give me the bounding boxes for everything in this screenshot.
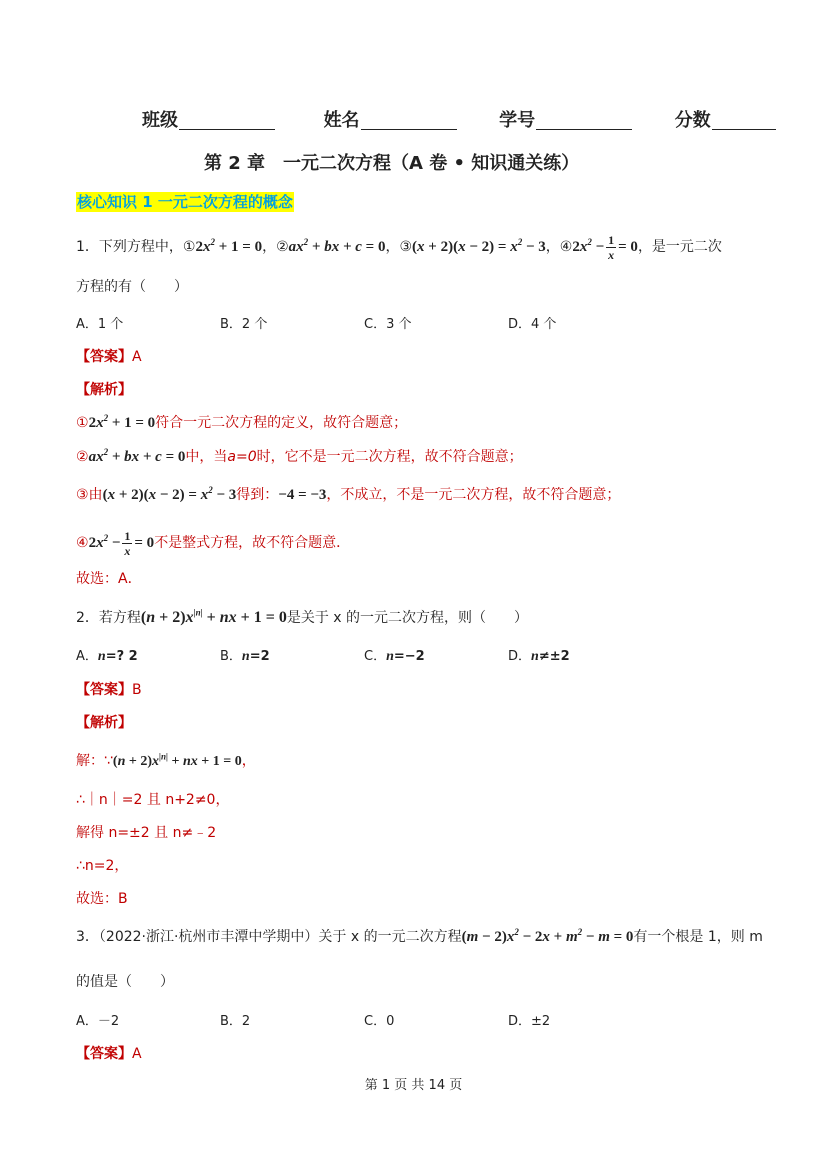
- q3-option-a[interactable]: A．－2: [76, 1014, 120, 1029]
- q1-eq2: $ax^2$ + bx + c = 0: [288, 236, 386, 255]
- q2-option-a[interactable]: A．n=? 2: [76, 649, 138, 664]
- name-blank[interactable]: [361, 113, 457, 130]
- class-label: 班级: [142, 110, 178, 131]
- score-blank[interactable]: [712, 113, 776, 130]
- q1-option-b[interactable]: B．2 个: [220, 317, 268, 332]
- q1-analysis-1: $①2x^2 + 1 = 0$符合一元二次方程的定义，故符合题意；: [76, 413, 408, 431]
- q2-choice: 故选：B: [76, 891, 128, 907]
- q1-option-d[interactable]: D．4 个: [508, 317, 557, 332]
- page-footer: 第 1 页 共 14 页: [364, 1078, 463, 1093]
- q2-option-d[interactable]: D．n≠±2: [508, 649, 570, 664]
- q2-eq: $(n + 2)x^{|n|}$ + nx + 1 = 0: [140, 607, 287, 626]
- q1-answer: 【答案】A: [76, 349, 142, 365]
- question-1-line1: 1．下列方程中，$①2x^2 + 1 = 0$，$②ax^2$ + bx + c = 0，③(x + $2)(x - 2) = x^2 - 3$，$④2x^2$ − $\frac{1}{x}$ = 0，是一元二次: [76, 233, 722, 262]
- q2-answer: 【答案】B: [76, 682, 142, 698]
- knowledge-point-label: 核心知识 1 一元二次方程的概念: [77, 193, 293, 211]
- q1-eq4: $2x^2$ − $\frac{1}{x}$ = 0: [572, 233, 638, 262]
- q1-eq3: $(x + 2)(x - 2) = x^2 - 3$: [412, 236, 546, 255]
- question-2: 2．若方程$(n + 2)x^{|n|}$ + nx + 1 = 0是关于 x 的一元二次方程，则（ ）: [76, 607, 529, 626]
- q1-analysis-3: ③由$(x + 2)(x - 2) = x^2 - 3$得到：−4 = −3，不成立，不是一元二次方程，故不符合题意；: [76, 485, 621, 503]
- q1-analysis-tag: 【解析】: [76, 382, 132, 398]
- q3-option-b[interactable]: B．2: [220, 1014, 251, 1029]
- q2-step-1: 解：∵(n + $2)x^{|n|}$ + nx + 1 = 0，: [76, 751, 256, 769]
- q1-tail: ，是一元二次: [637, 238, 722, 255]
- q2-analysis-tag: 【解析】: [76, 715, 132, 731]
- id-blank[interactable]: [536, 113, 632, 130]
- question-3-line1: 3．（2022·浙江·杭州市丰潭中学期中）关于 x 的一元二次方程$(m - 2)x^2 - 2x + m^2 - m = 0$有一个根是 1，则 m: [76, 927, 763, 945]
- q3-option-d[interactable]: D．±2: [508, 1014, 551, 1029]
- q1-option-c[interactable]: C．3 个: [364, 317, 412, 332]
- q1-option-a[interactable]: A．1 个: [76, 317, 124, 332]
- q2-step-3: 解得 n=±2 且 n≠﹣2: [76, 825, 217, 841]
- header-fields: [142, 112, 776, 130]
- q3-option-c[interactable]: C．0: [364, 1014, 395, 1029]
- q3-answer: 【答案】A: [76, 1046, 142, 1062]
- name-label: 姓名: [323, 110, 360, 131]
- q1-analysis-2: $②ax^2$ + bx + c = 0中，当a=0时，它不是一元二次方程，故不符合题意；: [76, 447, 523, 465]
- q2-option-c[interactable]: C．n=−2: [364, 649, 425, 664]
- q1-choice: 故选：A．: [76, 571, 142, 587]
- q2-step-2: ∴｜n｜=2 且 n+2≠0，: [76, 792, 230, 808]
- question-3-line2: 的值是（ ）: [76, 974, 174, 990]
- page-title: 第 2 章 一元二次方程（A 卷 • 知识通关练）: [204, 153, 580, 174]
- q1-analysis-4: $④2x^2$ − $\frac{1}{x}$ = 0不是整式方程，故不符合题意．: [76, 529, 351, 558]
- question-1-line2: 方程的有（ ）: [76, 279, 188, 295]
- knowledge-point-heading: [76, 195, 294, 210]
- q2-option-b[interactable]: B．n=2: [220, 649, 270, 664]
- class-blank[interactable]: [179, 113, 275, 130]
- q1-eq1: $2x^2 + 1 = 0$: [195, 236, 263, 255]
- q2-step-4: ∴n=2，: [76, 858, 129, 874]
- q3-eq: $(m - 2)x^2 - 2x + m^2 - m = 0$: [461, 927, 634, 945]
- score-label: 分数: [674, 110, 711, 131]
- id-label: 学号: [499, 110, 536, 131]
- q1-lead: 1．下列方程中，: [76, 238, 183, 255]
